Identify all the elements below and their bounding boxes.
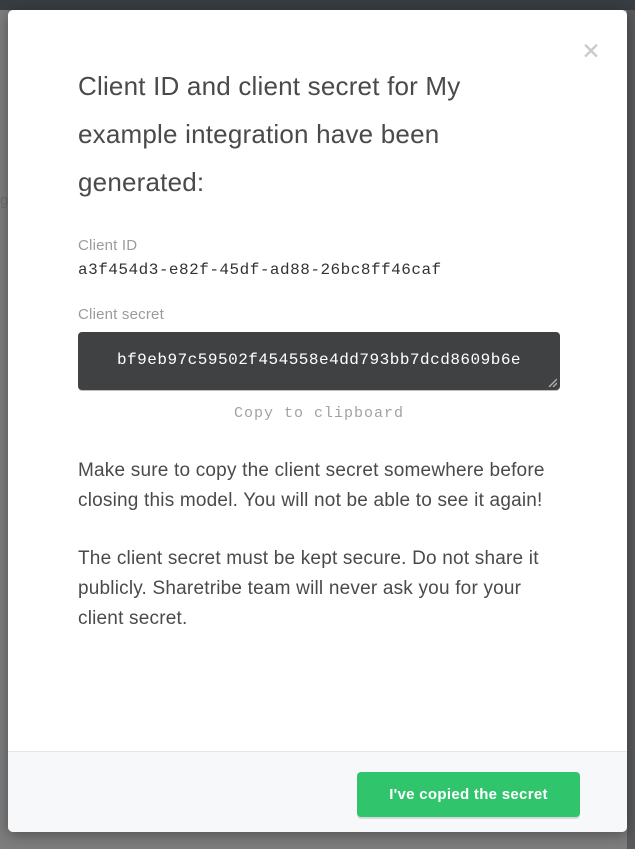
modal-title: Client ID and client secret for My example integration have been generated: <box>78 71 461 197</box>
client-id-value: a3f454d3-e82f-45df-ad88-26bc8ff46caf <box>78 261 442 279</box>
generated-credentials-modal <box>8 10 627 832</box>
close-icon[interactable]: ✕ <box>577 37 605 65</box>
client-id-label: Client ID <box>78 237 138 254</box>
client-secret-field[interactable] <box>78 332 560 390</box>
modal-body <box>8 10 627 634</box>
copied-secret-confirm-button[interactable]: I've copied the secret <box>357 772 580 817</box>
backdrop-top-band <box>0 0 635 10</box>
copy-warning-text: Make sure to copy the client secret somewhere before closing this model. You will not be able to see it again! <box>78 460 545 511</box>
modal-footer <box>8 751 627 832</box>
security-warning-text: The client secret must be kept secure. Do not share it publicly. Sharetribe team will never ask you for your client secret. <box>78 548 539 629</box>
copy-to-clipboard-link[interactable]: Copy to clipboard <box>233 405 405 422</box>
client-secret-field-wrap <box>78 332 560 390</box>
background-page-fragment: g <box>0 192 8 209</box>
backdrop-right-band <box>627 10 635 849</box>
client-secret-label: Client secret <box>78 306 164 323</box>
